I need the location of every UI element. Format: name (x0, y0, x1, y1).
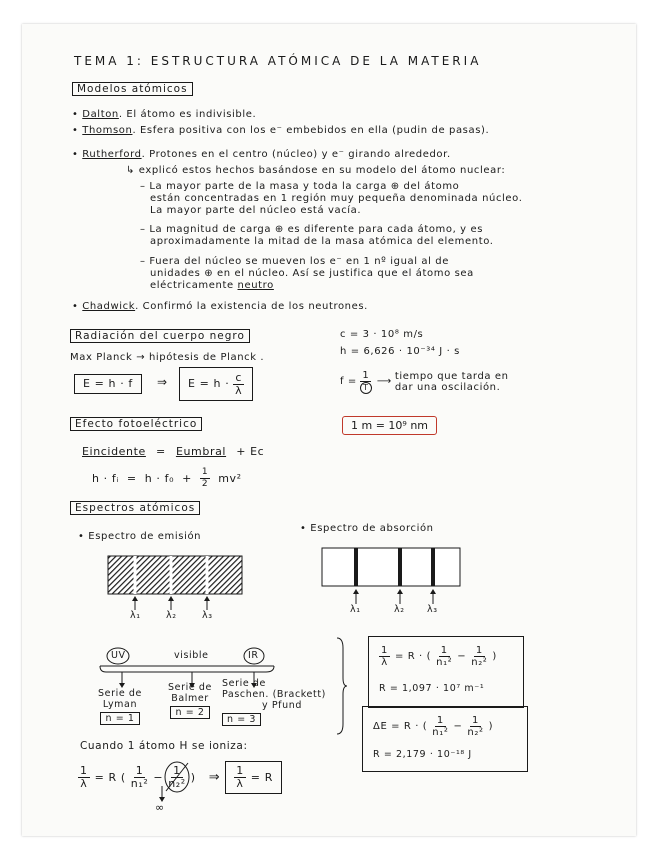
fraction-c-lambda: c λ (235, 370, 243, 397)
f-definition: f = 1 T ⟶ tiempo que tarda en dar una oscilación. (340, 370, 509, 393)
rutherford-name: Rutherford (82, 149, 142, 160)
equation-e-hf: E = h · f (74, 374, 142, 394)
h-value: h = 6,626 · 10⁻³⁴ J · s (340, 346, 460, 357)
notebook-page (22, 24, 636, 836)
absorption-band (322, 548, 460, 586)
rutherford-intro: ↳ explicó estos hechos basándose en su modelo del átomo nuclear: (126, 165, 506, 176)
emission-lambda-3: λ₃ (202, 610, 213, 621)
final-ionization-box: $\frac{1}{\lambda}$ = R (225, 761, 282, 794)
lyman-n-box: n = 1 (100, 712, 139, 725)
section-heading-espectros: Espectros atómicos (70, 501, 200, 515)
dalton-text: . El átomo es indivisible. (118, 109, 257, 120)
absorption-lambda-2: λ₂ (394, 604, 405, 615)
infinity-symbol: ∞ (155, 801, 165, 814)
absorption-spectrum-diagram (320, 546, 464, 618)
chadwick-text: . Confirmó la existencia de los neutrones. (135, 301, 368, 312)
c-value: c = 3 · 10⁸ m/s (340, 329, 424, 340)
nm-conversion-box: 1 m = 10⁹ nm (342, 416, 437, 435)
emission-hatched-band (108, 556, 242, 594)
uv-label: UV (111, 650, 126, 661)
balmer-n-box: n = 2 (170, 706, 209, 719)
neutro-word: neutro (237, 280, 274, 291)
grouping-brace (335, 636, 349, 736)
section-heading-modelos: Modelos atómicos (72, 82, 193, 96)
thomson-line: • Thomson. Esfera positiva con los e⁻ embebidos en ella (pudin de pasas). (72, 125, 490, 136)
rydberg-constant: R = 1,097 · 10⁷ m⁻¹ (379, 683, 485, 694)
paschen-n-box: n = 3 (222, 713, 261, 726)
rutherford-text: . Protones en el centro (núcleo) y e⁻ girando alrededor. (141, 149, 451, 160)
thomson-text: . Esfera positiva con los e⁻ embebidos en ella (pudin de pasas). (132, 125, 490, 136)
chadwick-name: Chadwick (82, 301, 136, 312)
ir-label: IR (248, 650, 259, 661)
section-heading-fotoelectrico: Efecto fotoeléctrico (70, 417, 202, 431)
chadwick-line: • Chadwick. Confirmó la existencia de los neutrones. (72, 301, 368, 312)
planck-line: Max Planck → hipótesis de Planck . (70, 352, 265, 363)
emission-lambda-2: λ₂ (166, 610, 177, 621)
page-title: TEMA 1: ESTRUCTURA ATÓMICA DE LA MATERIA (74, 54, 482, 68)
ionization-equation: $\frac{1}{\lambda}$ = R ( 1 n₁² − $\frac{1}{\text{n₂²}}$ ) ⇒ $\frac{1}{\lambda}$ = R (78, 761, 282, 794)
paschen-series: Serie de Paschen. (Brackett) y Pfund n = 3 (222, 678, 326, 725)
implies-arrow: ⇒ (157, 375, 168, 389)
equation-e-hc-lambda: E = h · c λ (179, 367, 253, 401)
rutherford-point-2: – La magnitud de carga ⊕ es diferente para cada átomo, y es aproximadamente la mitad de la masa atómica del elemento. (140, 224, 494, 247)
rutherford-point-3: – Fuera del núcleo se mueven los e⁻ en 1 nº igual al de unidades ⊕ en el núcleo. Así se justifica que el átomo sea eléctricamente neutro (140, 256, 474, 291)
rutherford-point-1: – La mayor parte de la masa y toda la carga ⊕ del átomo están concentradas en 1 región muy pequeña denominada núcleo. La mayor parte del núcleo está vacía. (140, 181, 523, 216)
lyman-series: Serie de Lyman n = 1 (98, 688, 142, 724)
rutherford-line: • Rutherford. Protones en el centro (núcleo) y e⁻ girando alrededor. (72, 149, 451, 160)
section-heading-radiacion: Radiación del cuerpo negro (70, 329, 250, 343)
emission-label: • Espectro de emisión (78, 531, 202, 542)
rydberg-equation: $\frac{1}{\lambda}$ = R · ( 1 n₁² − $\frac{1}{\text{n₂²}}$ ) (381, 645, 497, 668)
energy-constant: R = 2,179 · 10⁻¹⁸ J (373, 749, 472, 760)
crossed-term: $\frac{1}{\text{n₂²}}$ (168, 765, 186, 790)
energy-balance-line2: h · fᵢ = h · f₀ + $\frac{1}{2}$ mv² (92, 467, 242, 489)
visible-label: visible (174, 650, 209, 661)
dalton-line: • Dalton. El átomo es indivisible. (72, 109, 257, 120)
rydberg-formula-box (368, 636, 524, 708)
dalton-name: Dalton (82, 109, 119, 120)
absorption-label: • Espectro de absorción (300, 523, 434, 534)
emission-lambda-1: λ₁ (130, 610, 141, 621)
ionization-label: Cuando 1 átomo H se ioniza: (80, 740, 248, 752)
balmer-series: Serie de Balmer n = 2 (168, 682, 212, 718)
energy-equation: ΔE = R · ( 1 n₁² − $\frac{1}{\text{n₂²}}$ ) (373, 715, 494, 738)
energy-balance-line1: Eincidente = Eumbral + Ec (82, 445, 265, 458)
energy-formula-box (362, 706, 528, 772)
absorption-lambda-1: λ₁ (350, 604, 361, 615)
thomson-name: Thomson (82, 125, 133, 136)
absorption-lambda-3: λ₃ (427, 604, 438, 615)
